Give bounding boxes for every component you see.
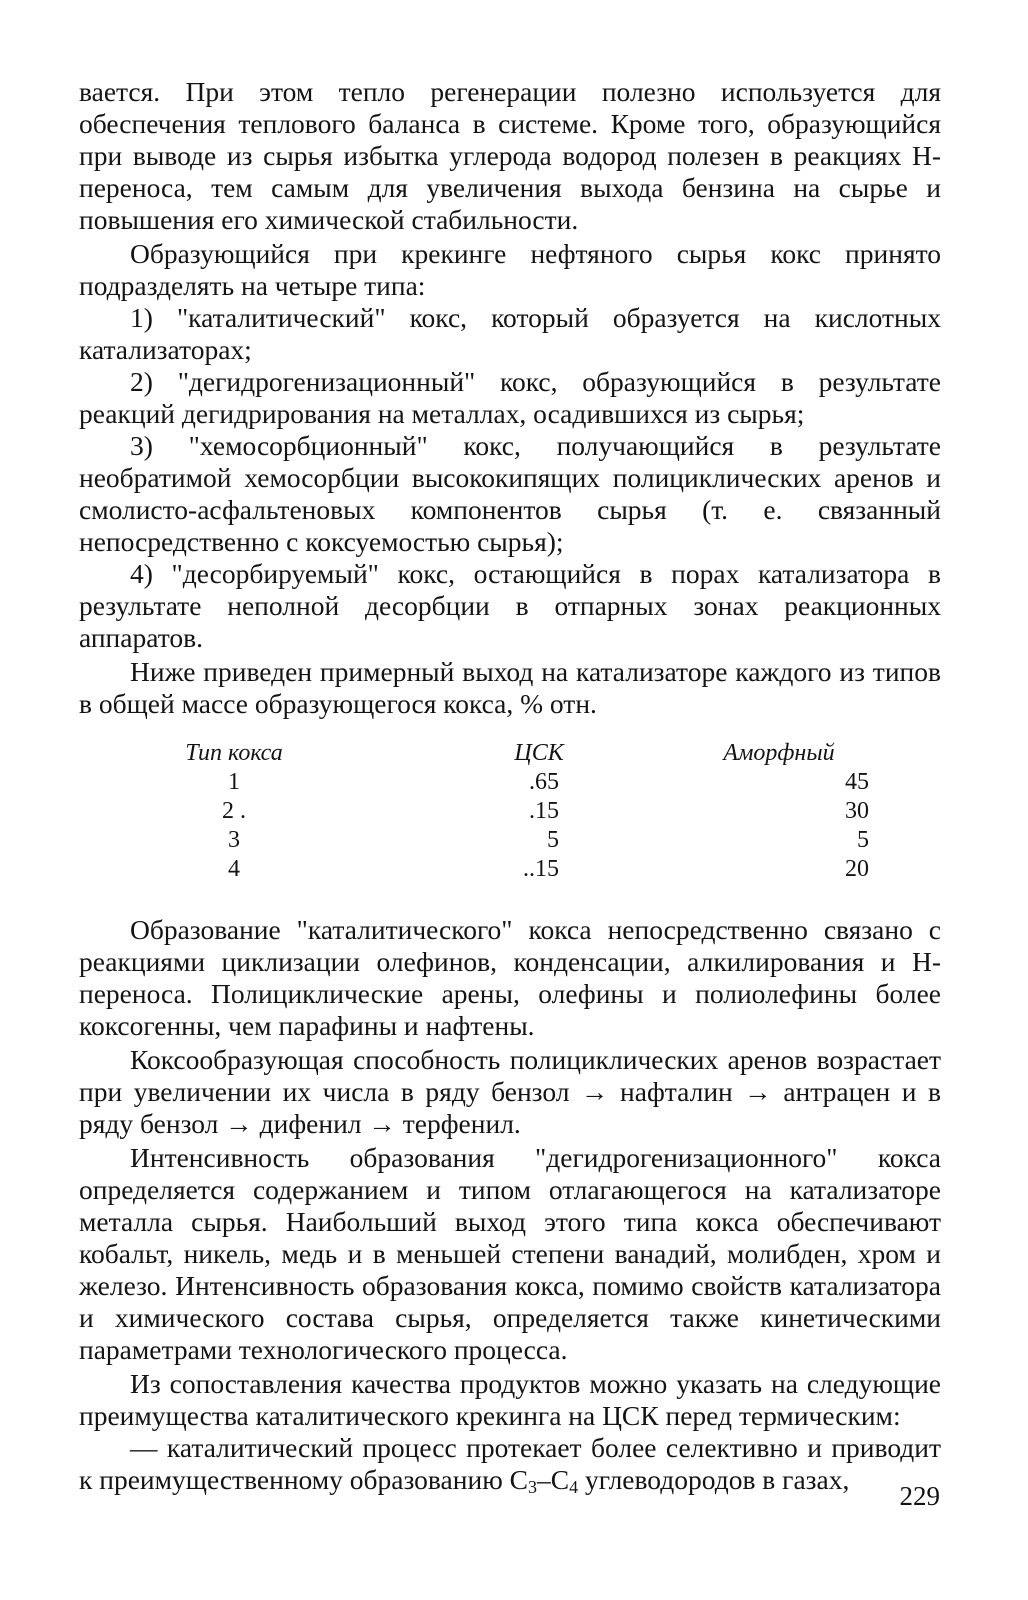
selectivity-text-start: — каталитический процесс протекает более селективно и приводит к преимущественному образованию C [79,1432,941,1495]
table-cell-type: 2 . [222,798,246,824]
formula-dash: –C [536,1464,570,1495]
body-text [79,76,941,1496]
table-cell-type: 4 [228,856,240,882]
table-cell-csk: 5 [547,827,559,853]
subscript-4: 4 [569,1477,579,1497]
paragraph-continuation: вается. При этом тепло регенерации полезно используется для обеспечения теплового баланса в системе. Кроме того, образующийся при выводе из сырья избытка углерода водород полезен в реакциях Н-переноса, тем самым для увеличения выхода бензина на сырье и повышения его химической стабильности. [79,76,941,235]
subscript-3: 3 [527,1477,537,1497]
paragraph-selectivity-item [79,1432,941,1496]
table-cell-csk: ..15 [523,856,559,882]
list-item-desorbed-coke: 4) "десорбируемый" кокс, остающийся в порах катализатора в результате неполной десорбции в отпарных зонах реакционных аппаратов. [79,558,941,653]
table-header-coke-type: Тип кокса [185,740,283,766]
paragraph-coke-types-intro: Образующийся при крекинге нефтяного сырья кокс принято подразделять на четыре типа: [79,238,941,301]
table-cell-amorphous: 30 [845,798,869,824]
selectivity-text-end: углеводородов в газах, [578,1464,850,1495]
table-cell-type: 3 [228,827,240,853]
paragraph-dehydrogenation-intensity: Интенсивность образования "дегидрогенизационного" кокса определяется содержанием и типом отлагающегося на катализаторе металла сырья. Наибольший выход этого типа кокса обеспечивают кобальт, никель, медь и в меньшей степени ванадий, молибден, хром и железо. Интенсивность образования кокса, помимо свойств катализатора и химического состава сырья, определяется также кинетическими параметрами технологического процесса. [79,1142,941,1365]
paragraph-advantages-intro: Из сопоставления качества продуктов можно указать на следующие преимущества каталитического крекинга на ЦСК перед термическим: [79,1368,941,1431]
table-header-csk: ЦСК [514,740,564,766]
list-item-dehydrogenation-coke: 2) "дегидрогенизационный" кокс, образующийся в результате реакций дегидрирования на металлах, осадившихся из сырья; [79,366,941,429]
paragraph-catalytic-coke-formation: Образование "каталитического" кокса непосредственно связано с реакциями циклизации олефинов, конденсации, алкилирования и Н-переноса. Полициклические арены, олефины и полиолефины более коксогенны, чем парафины и нафтены. [79,914,941,1041]
table-cell-csk: .65 [529,769,559,795]
table-cell-amorphous: 5 [857,827,869,853]
paragraph-arene-coking-ability: Коксообразующая способность полициклических аренов возрастает при увеличении их числа в ряду бензол → нафталин → антрацен и в ряду бензол → дифенил → терфенил. [79,1044,941,1139]
coke-yield-table [79,738,941,914]
table-cell-amorphous: 45 [845,769,869,795]
table-cell-csk: .15 [529,798,559,824]
paragraph-table-intro: Ниже приведен примерный выход на катализаторе каждого из типов в общей массе образующегося кокса, % отн. [79,656,941,719]
table-cell-type: 1 [228,769,240,795]
page-number: 229 [899,1481,940,1511]
list-item-catalytic-coke: 1) "каталитический" кокс, который образуется на кислотных катализаторах; [79,302,941,365]
table-header-amorphous: Аморфный [723,740,835,766]
list-item-chemisorption-coke: 3) "хемосорбционный" кокс, получающийся в результате необратимой хемосорбции высококипящих полициклических аренов и смолисто-асфальтеновых компонентов сырья (т. е. связанный непосредственно с коксуемостью сырья); [79,430,941,557]
table-cell-amorphous: 20 [845,856,869,882]
